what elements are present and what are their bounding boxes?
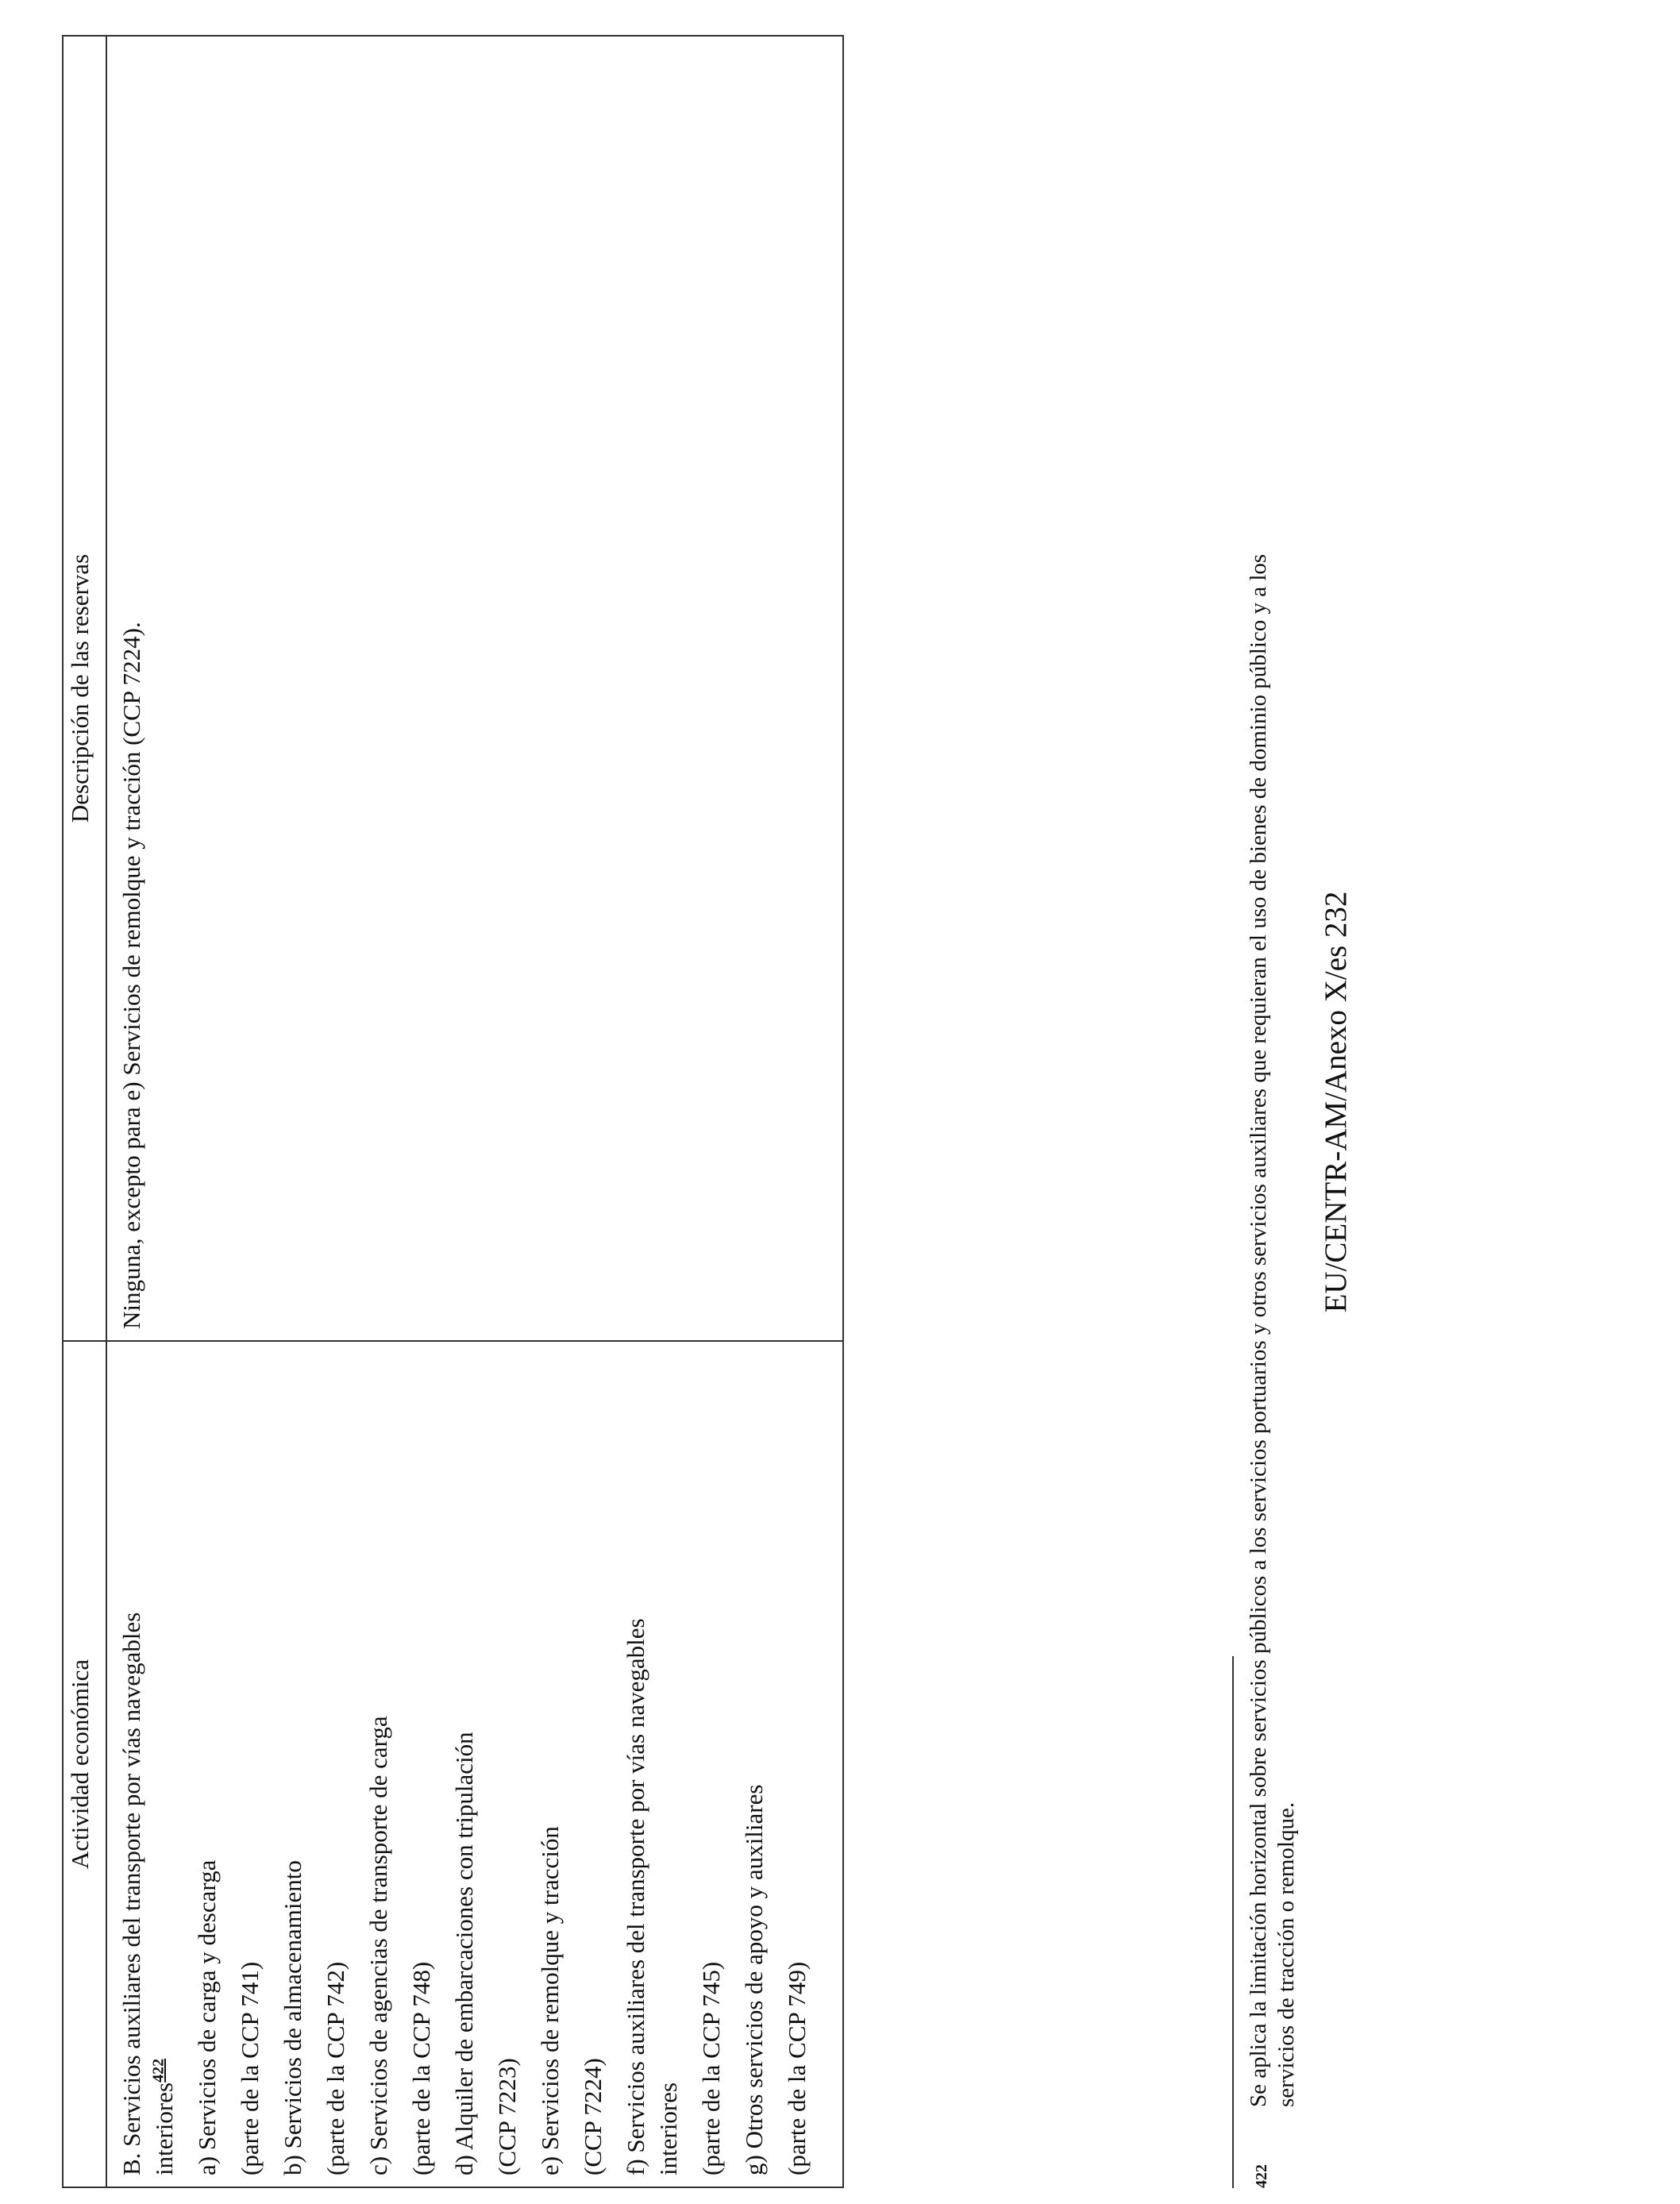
document-identifier: EU/CENTR-AM/Anexo X/es 232	[1319, 891, 1353, 1313]
activity-title-line1: B. Servicios auxiliares del transporte por vías navegables	[118, 1612, 145, 2175]
activity-item: (CCP 7224)	[579, 2058, 607, 2175]
activity-title-line2-text: interiores	[150, 2082, 178, 2175]
activity-item: interiores	[654, 2082, 682, 2175]
header-economic-activity: Actividad económica	[63, 1341, 106, 2187]
activity-item: g) Otros servicios de apoyo y auxiliares	[740, 1784, 768, 2175]
economic-activity-cell	[106, 1341, 843, 2187]
footnote-line: Se aplica la limitación horizontal sobre servicios públicos a los servicios portuarios y otros servicios auxiliares que requieran el uso de bienes de dominio público y a los	[1246, 553, 1271, 2107]
footnote-line: servicios de tracción o remolque.	[1273, 1801, 1299, 2107]
activity-item: c) Servicios de agencias de transporte de carga	[364, 1716, 392, 2175]
activity-item: d) Alquiler de embarcaciones con tripulación	[450, 1732, 478, 2175]
activity-item: (parte de la CCP 745)	[697, 1961, 725, 2175]
footnote-separator	[1232, 1656, 1234, 2188]
activity-item: f) Servicios auxiliares del transporte por vías navegables	[622, 1618, 649, 2175]
table-header-row	[63, 36, 106, 2187]
table-row	[106, 36, 843, 2187]
activity-item: (parte de la CCP 748)	[407, 1961, 435, 2175]
activity-item: (parte de la CCP 742)	[322, 1961, 349, 2175]
reservations-description-cell: Ninguna, excepto para e) Servicios de remolque y tracción (CCP 7224).	[106, 36, 843, 1341]
activity-item: (CCP 7223)	[493, 2058, 521, 2175]
activity-title-line2	[148, 1351, 180, 2175]
footnote	[1245, 44, 1300, 2188]
activity-item: (parte de la CCP 741)	[236, 1961, 264, 2175]
activity-item: e) Servicios de remolque y tracción	[536, 1826, 564, 2175]
footnote-number: 422	[1253, 2164, 1270, 2188]
activity-item: a) Servicios de carga y descarga	[193, 1859, 221, 2175]
footnote-reference-link[interactable]: 422	[149, 2058, 168, 2083]
activity-item: b) Servicios de almacenamiento	[279, 1860, 306, 2175]
reservations-table	[62, 35, 844, 2188]
header-reservations-description: Descripción de las reservas	[63, 36, 106, 1341]
footnote-text	[1245, 44, 1300, 2107]
activity-item: (parte de la CCP 749)	[783, 1961, 811, 2175]
